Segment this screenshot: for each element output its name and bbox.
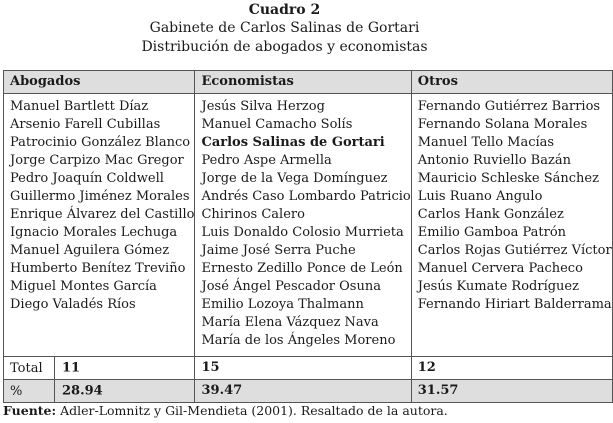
column-divider	[54, 357, 55, 379]
list-item: Fernando Solana Morales	[417, 117, 588, 132]
list-item: Jesús Silva Herzog	[201, 99, 325, 114]
list-item: Fernando Gutiérrez Barrios	[417, 99, 601, 114]
list-item: Emilio Lozoya Thalmann	[201, 297, 364, 312]
column-divider	[54, 380, 55, 402]
list-item: Carlos Rojas Gutiérrez Víctor	[417, 243, 612, 258]
list-item: Humberto Benítez Treviño	[10, 261, 186, 276]
list-item: Manuel Aguilera Gómez	[10, 243, 170, 258]
list-item: Enrique Álvarez del Castillo	[10, 207, 195, 222]
list-item: Mauricio Schleske Sánchez	[417, 171, 599, 186]
table-header-row	[4, 71, 613, 94]
cabinet-table	[3, 70, 613, 403]
economistas-list	[201, 98, 410, 350]
list-item: Carlos Hank González	[417, 207, 564, 222]
list-item: Patrocinio González Blanco	[10, 135, 191, 150]
list-item: Chirinos Calero	[201, 207, 305, 222]
pct-label: %	[10, 383, 23, 399]
list-item: Pedro Aspe Armella	[201, 153, 332, 168]
header-economistas: Economistas	[195, 71, 411, 94]
list-item: Miguel Montes García	[10, 279, 157, 294]
footnote-text: Adler-Lomnitz y Gil-Mendieta (2001). Resaltado de la autora.	[56, 403, 448, 418]
table-total-row	[4, 357, 613, 380]
list-item: María de los Ángeles Moreno	[201, 333, 396, 348]
economistas-cell	[195, 94, 411, 357]
list-item: Manuel Tello Macías	[417, 135, 555, 150]
list-item: Jorge de la Vega Domínguez	[201, 171, 388, 186]
pct-abogados-cell	[4, 380, 195, 403]
list-item: Diego Valadés Ríos	[10, 297, 136, 312]
list-item: Jesús Kumate Rodríguez	[417, 279, 579, 294]
table-percent-row	[4, 380, 613, 403]
list-item: Andrés Caso Lombardo Patricio	[201, 189, 411, 204]
list-item: Fernando Hiriart Balderrama	[417, 297, 612, 312]
header-abogados: Abogados	[4, 71, 195, 94]
footnote-label: Fuente:	[3, 403, 57, 418]
list-item: Manuel Camacho Solís	[201, 117, 353, 132]
list-item: Antonio Ruviello Bazán	[417, 153, 571, 168]
list-item: Luis Ruano Angulo	[417, 189, 543, 204]
pct-otros: 31.57	[411, 380, 612, 403]
total-abogados: 11	[62, 360, 81, 376]
list-item: Manuel Cervera Pacheco	[417, 261, 583, 276]
list-item: Luis Donaldo Colosio Murrieta	[201, 225, 404, 240]
abogados-cell	[4, 94, 195, 357]
otros-list	[418, 98, 612, 314]
list-item: José Ángel Pescador Osuna	[201, 279, 381, 294]
list-item: Carlos Salinas de Gortari	[201, 135, 385, 150]
table-names-row	[4, 94, 613, 357]
list-item: Guillermo Jiménez Morales	[10, 189, 190, 204]
table-caption-subtitle: Gabinete de Carlos Salinas de Gortari	[149, 20, 420, 36]
pct-abogados: 28.94	[62, 383, 103, 399]
list-item: Ernesto Zedillo Ponce de León	[201, 261, 403, 276]
abogados-list	[10, 98, 194, 314]
list-item: Arsenio Farell Cubillas	[10, 117, 161, 132]
list-item: Jorge Carpizo Mac Gregor	[10, 153, 184, 168]
total-otros: 12	[411, 357, 612, 380]
list-item: Pedro Joaquín Coldwell	[10, 171, 164, 186]
table-caption-title: Cuadro 2	[248, 2, 321, 18]
otros-cell	[411, 94, 612, 357]
pct-economistas: 39.47	[195, 380, 411, 403]
total-abogados-cell	[4, 357, 195, 380]
list-item: Jaime José Serra Puche	[201, 243, 356, 258]
total-label: Total	[10, 360, 43, 376]
table-caption-subtitle-2: Distribución de abogados y economistas	[141, 39, 428, 55]
list-item: Emilio Gamboa Patrón	[417, 225, 567, 240]
total-economistas: 15	[195, 357, 411, 380]
list-item: Manuel Bartlett Díaz	[10, 99, 149, 114]
list-item: María Elena Vázquez Nava	[201, 315, 379, 330]
list-item: Ignacio Morales Lechuga	[10, 225, 178, 240]
source-footnote	[3, 403, 448, 418]
header-otros: Otros	[411, 71, 612, 94]
